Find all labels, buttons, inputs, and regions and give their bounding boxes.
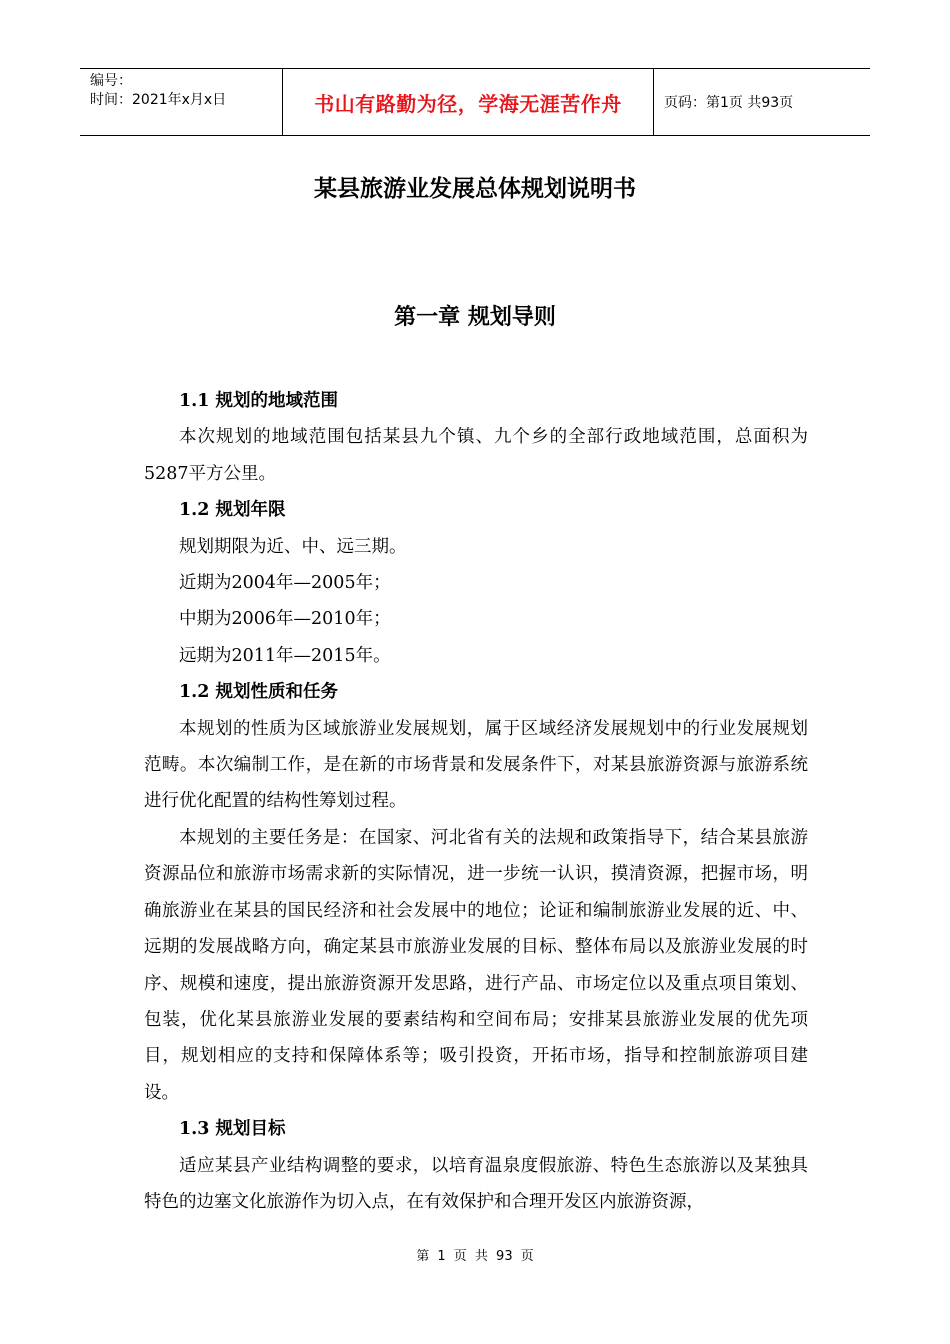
section-heading: 1.3 规划目标 — [179, 1119, 286, 1140]
header-meta — [80, 69, 282, 135]
body-paragraph: 远期为2011年—2015年。 — [179, 645, 391, 666]
document-number-label: 编号： — [90, 73, 132, 89]
body-paragraph: 本次规划的地域范围包括某县九个镇、九个乡的全部行政地域范围，总面积为5287平方公里。 — [144, 427, 808, 484]
body-paragraph: 本规划的性质为区域旅游业发展规划，属于区域经济发展规划中的行业发展规划范畴。本次编制工作，是在新的市场背景和发展条件下，对某县旅游资源与旅游系统进行优化配置的结构性筹划过程。 — [144, 718, 808, 812]
body-paragraph: 规划期限为近、中、远三期。 — [179, 536, 407, 557]
document-date: 时间：2021年x月x日 — [90, 92, 227, 108]
chapter-heading: 第一章 规划导则 — [394, 305, 556, 330]
document-body — [144, 383, 808, 1220]
section-heading: 1.2 规划性质和任务 — [179, 682, 339, 703]
header-motto-cell — [282, 69, 654, 135]
page-header — [80, 68, 870, 136]
page-footer: 第 1 页 共 93 页 — [416, 1249, 534, 1264]
header-motto: 书山有路勤为径，学海无涯苦作舟 — [314, 91, 622, 116]
document-title: 某县旅游业发展总体规划说明书 — [314, 176, 636, 202]
body-paragraph: 本规划的主要任务是：在国家、河北省有关的法规和政策指导下，结合某县旅游资源品位和旅游市场需求新的实际情况，进一步统一认识，摸清资源，把握市场，明确旅游业在某县的国民经济和社会发展中的地位；论证和编制旅游业发展的近、中、远期的发展战略方向，确定某县市旅游业发展的目标、整体布局以及旅游业发展的时序、规模和速度，提出旅游资源开发思路，进行产品、市场定位以及重点项目策划、包装，优化某县旅游业发展的要素结构和空间布局；安排某县旅游业发展的优先项目，规划相应的支持和保障体系等；吸引投资，开拓市场，指导和控制旅游项目建设。 — [144, 827, 808, 1103]
section-heading: 1.1 规划的地域范围 — [179, 391, 339, 411]
body-paragraph: 适应某县产业结构调整的要求，以培育温泉度假旅游、特色生态旅游以及某独具特色的边塞文化旅游作为切入点，在有效保护和合理开发区内旅游资源， — [144, 1155, 808, 1212]
body-paragraph: 中期为2006年—2010年； — [179, 609, 391, 630]
body-paragraph: 近期为2004年—2005年； — [179, 573, 391, 594]
section-heading: 1.2 规划年限 — [179, 500, 286, 521]
header-page-info: 页码：第1页 共93页 — [664, 95, 794, 111]
